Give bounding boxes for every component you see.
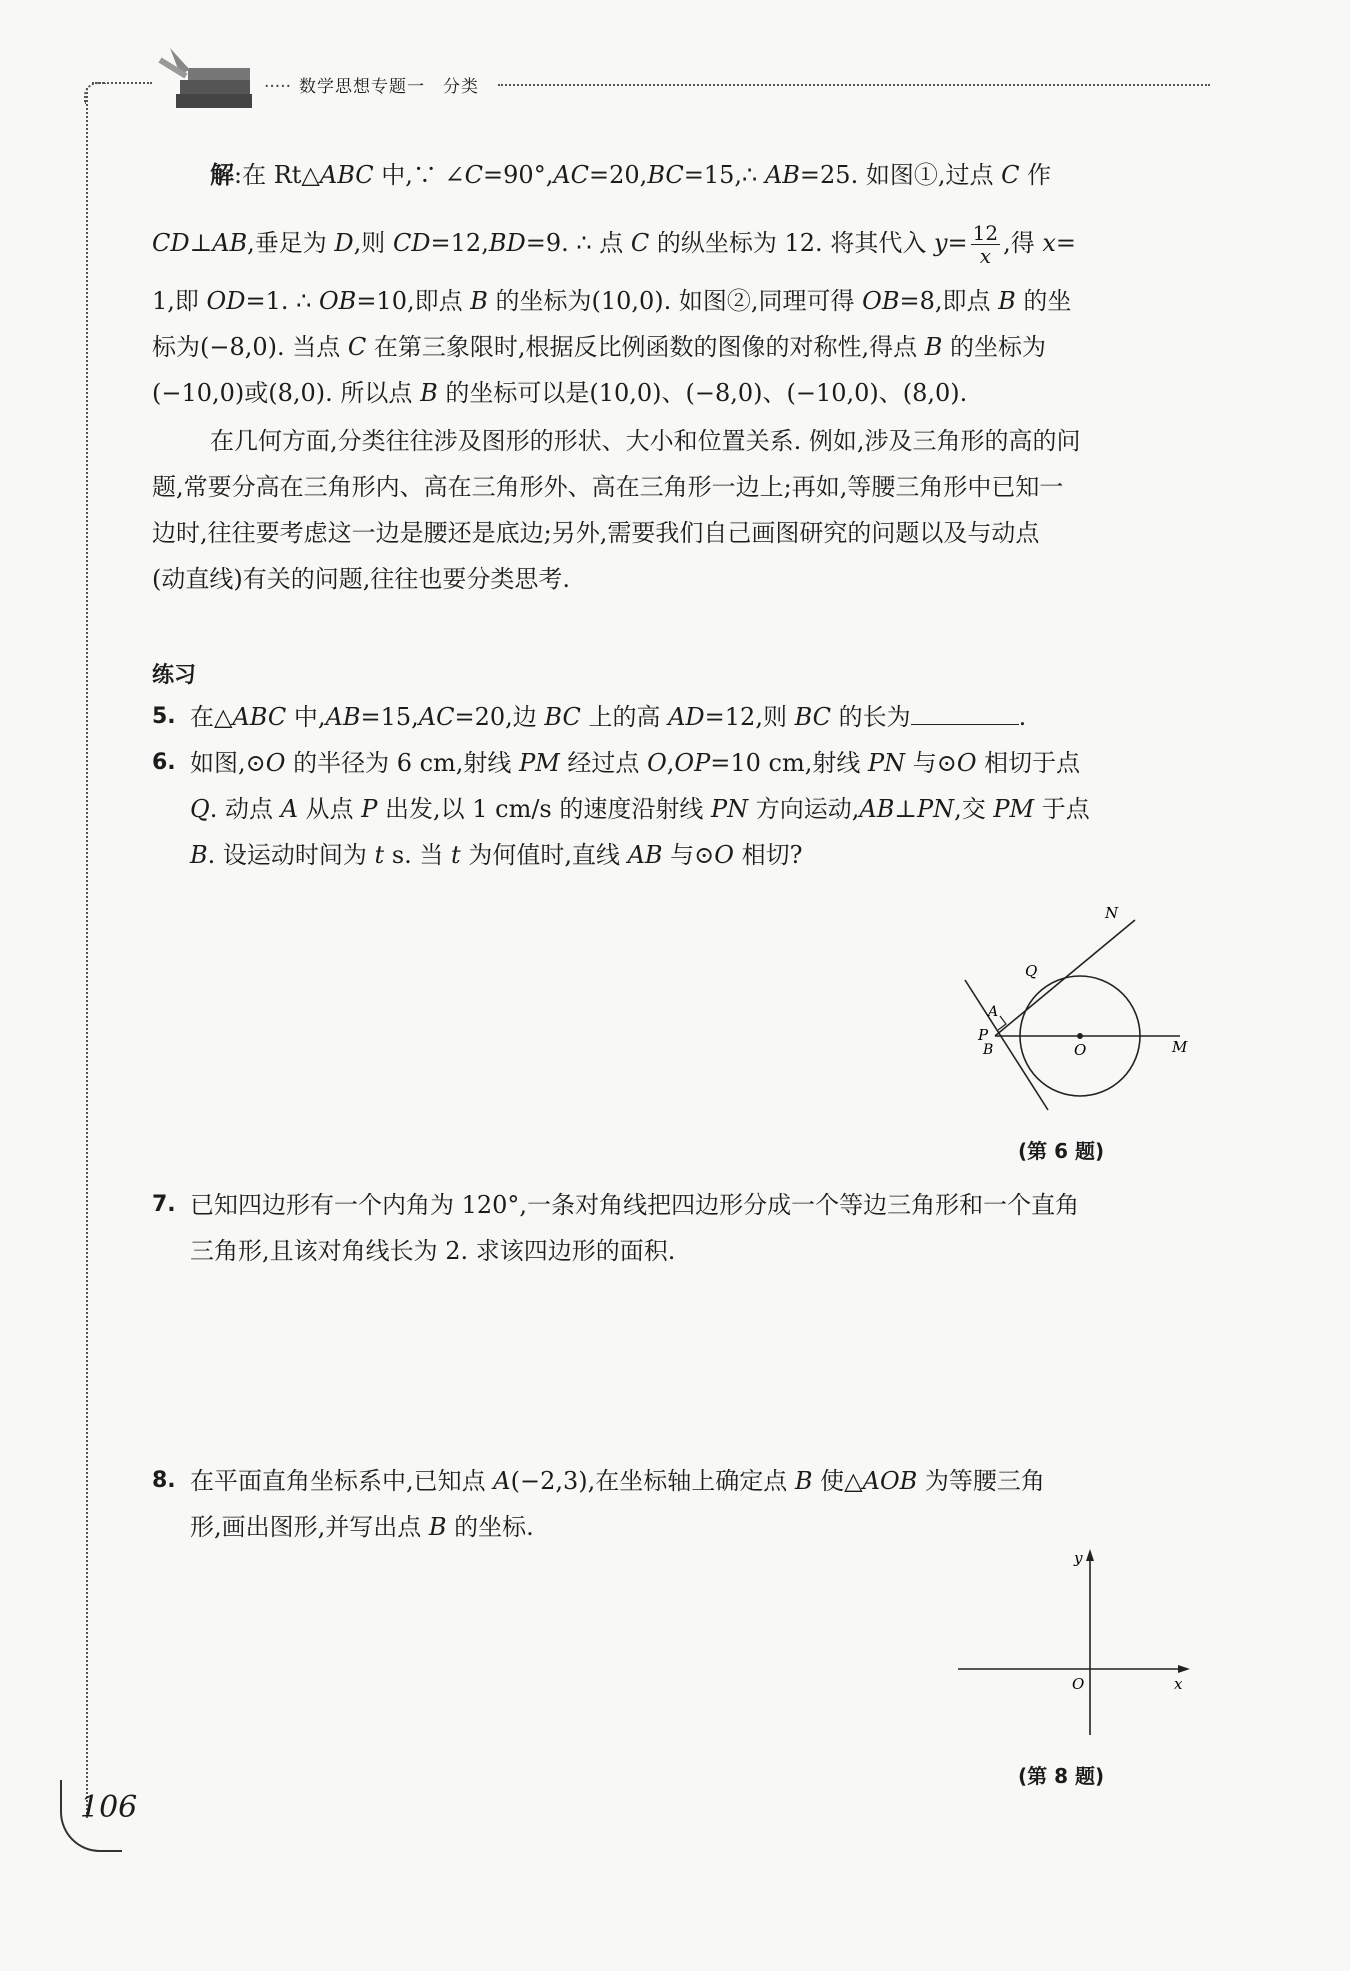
header-dotted-rule-left [92, 82, 152, 84]
label-o: O [1074, 1041, 1087, 1059]
q7-number: 7. [152, 1192, 176, 1217]
q7-line-1: 已知四边形有一个内角为 120°,一条对角线把四边形分成一个等边三角形和一个直角 [190, 1191, 1080, 1219]
q5-number: 5. [152, 704, 176, 729]
q6-line-2: Q. 动点 A 从点 P 出发,以 1 cm/s 的速度沿射线 PN 方向运动,AB⊥PN,交 PM 于点 [190, 795, 1090, 823]
point-o [1077, 1033, 1083, 1039]
label-m: M [1172, 1038, 1188, 1056]
solution-line-3: 1,即 OD=1. ∴ OB=10,即点 B 的坐标为(10,0). 如图②,同理可得 OB=8,即点 B 的坐 [152, 287, 1072, 315]
q8-line-2: 形,画出图形,并写出点 B 的坐标. [190, 1513, 534, 1541]
q8-line-1: 在平面直角坐标系中,已知点 A(−2,3),在坐标轴上确定点 B 使△AOB 为等腰三角 [190, 1467, 1045, 1495]
label-a: A [988, 1004, 999, 1020]
section-title: 练习 [152, 663, 197, 688]
label-y: y [1074, 1549, 1083, 1567]
q6-line-3: B. 设运动时间为 t s. 当 t 为何值时,直线 AB 与⊙O 相切? [190, 841, 803, 869]
y-axis-arrow [1086, 1549, 1094, 1561]
label-q: Q [1025, 962, 1038, 980]
label-n: N [1105, 904, 1119, 922]
q8-number: 8. [152, 1468, 176, 1493]
q8-caption: (第 8 题) [1018, 1764, 1105, 1788]
q6-figure [940, 900, 1200, 1130]
running-header: ····· 数学思想专题一 分类 [264, 77, 480, 97]
label-b: B [983, 1042, 994, 1058]
paragraph-line-3: 边时,往往要考虑这一边是腰还是底边;另外,需要我们自己画图研究的问题以及与动点 [152, 519, 1040, 547]
paragraph-line-4: (动直线)有关的问题,往往也要分类思考. [152, 565, 570, 593]
fraction-12-over-x: $\frac{12}{x}$ [972, 221, 999, 268]
page-number: 106 [80, 1790, 138, 1825]
q5-text: 在△ABC 中,AB=15,AC=20,边 BC 上的高 AD=12,则 BC 的长为 . [190, 703, 1027, 731]
q6-number: 6. [152, 750, 176, 775]
q6-caption: (第 6 题) [1018, 1139, 1105, 1163]
line-ab [965, 980, 1048, 1110]
solution-line-4: 标为(−8,0). 当点 C 在第三象限时,根据反比例函数的图像的对称性,得点 B 的坐标为 [152, 333, 1047, 361]
header-dotted-rule-right [498, 84, 1210, 86]
solution-line-1: 解:在 Rt△ABC 中,∵ ∠C=90°,AC=20,BC=15,∴ AB=25. 如图①,过点 C 作 [210, 160, 1052, 189]
label-x: x [1174, 1675, 1183, 1693]
q6-line-1: 如图,⊙O 的半径为 6 cm,射线 PM 经过点 O,OP=10 cm,射线 PN 与⊙O 相切于点 [190, 749, 1081, 777]
q5-answer-blank [911, 702, 1019, 725]
label-p: P [978, 1026, 989, 1044]
side-dotted-rule [86, 88, 88, 1818]
x-axis-arrow [1178, 1665, 1190, 1673]
q7-line-2: 三角形,且该对角线长为 2. 求该四边形的面积. [190, 1237, 676, 1265]
solution-line-5: (−10,0)或(8,0). 所以点 B 的坐标可以是(10,0)、(−8,0)、(−10,0)、(8,0). [152, 379, 968, 407]
label-origin: O [1072, 1675, 1085, 1693]
paragraph-line-1: 在几何方面,分类往往涉及图形的形状、大小和位置关系. 例如,涉及三角形的高的问 [210, 427, 1081, 455]
paragraph-line-2: 题,常要分高在三角形内、高在三角形外、高在三角形一边上;再如,等腰三角形中已知一 [152, 473, 1064, 501]
solution-line-2: CD⊥AB,垂足为 D,则 CD=12,BD=9. ∴ 点 C 的纵坐标为 12. 将其代入 y= $\frac{12}{x}$ ,得 x= [152, 221, 1076, 268]
books-icon [150, 40, 260, 120]
q8-figure [950, 1545, 1200, 1745]
